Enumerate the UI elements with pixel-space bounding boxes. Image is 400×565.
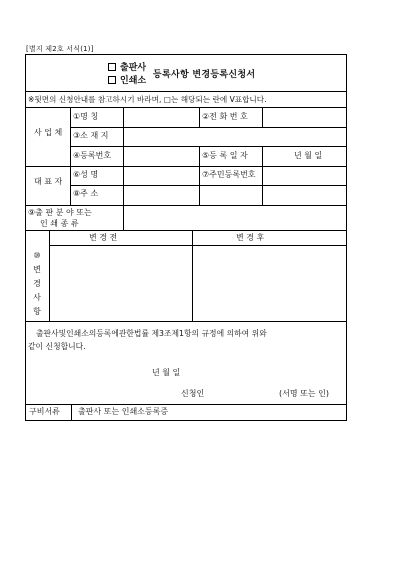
instruction-notice: ※뒷면의 신청안내를 참고하시기 바라며, □는 해당되는 란에 V표합니다. [28,95,267,104]
resident-number-label: ⑦주민등록번호 [202,170,256,179]
change-label-char-2: 경 [33,279,41,288]
representative-section-label: 대 표 자 [34,177,63,186]
printer-option-label: 인쇄소 [120,76,147,86]
representative-name-label: ⑥성 명 [73,170,99,179]
required-documents-label: 구비서류 [29,407,60,416]
representative-name-field[interactable] [124,167,198,184]
change-label-char-1: 변 [33,265,41,274]
business-name-label: ①명 칭 [73,112,99,121]
registration-date-label: ⑤등 록 일 자 [202,151,248,160]
form-title: 등록사항 변경등록신청서 [153,70,256,80]
required-documents-value: 출판사 또는 인쇄소등록증 [78,407,169,416]
resident-number-field[interactable] [263,167,345,184]
change-label-char-3: 사 [33,293,41,302]
publisher-checkbox[interactable] [108,63,116,71]
after-change-field[interactable] [193,246,345,320]
registration-number-field[interactable] [124,147,198,165]
statement-line-2: 같이 신청합니다. [28,342,86,351]
business-address-label: ③소 재 지 [73,131,109,140]
registration-number-label: ④등록번호 [73,151,112,160]
category-label-line2: 인 쇄 종 류 [40,219,79,228]
phone-label: ②전 화 번 호 [202,112,248,121]
publisher-option-label: 출판사 [120,63,147,73]
category-field[interactable] [124,206,345,229]
change-items-label [31,249,43,319]
phone-field[interactable] [263,108,345,126]
business-name-field[interactable] [124,108,198,126]
category-label-line1: ⑨출 판 분 야 또는 [28,208,92,217]
business-section-label: 사 업 체 [34,128,63,137]
change-label-char-4: 항 [33,307,41,316]
representative-address-label: ⑧주 소 [73,189,99,198]
after-change-header: 변 경 후 [236,233,265,242]
change-label-number: ⑩ [33,251,41,260]
signature-label[interactable]: (서명 또는 인) [279,389,329,398]
printer-checkbox[interactable] [108,76,116,84]
business-address-field[interactable] [124,128,345,145]
form-number: [별지 제2호 서식(1)] [26,45,94,53]
statement-line-1: 출판사및인쇄소의등록에관한법률 제3조제1항의 규정에 의하여 위와 [36,329,267,338]
registration-date-value[interactable]: 년 월 일 [294,151,323,160]
application-form [25,54,347,421]
before-change-field[interactable] [50,246,191,320]
applicant-label: 신청인 [181,389,205,398]
application-date[interactable]: 년 월 일 [152,368,181,377]
before-change-header: 변 경 전 [89,233,118,242]
representative-address-field[interactable] [124,186,345,204]
